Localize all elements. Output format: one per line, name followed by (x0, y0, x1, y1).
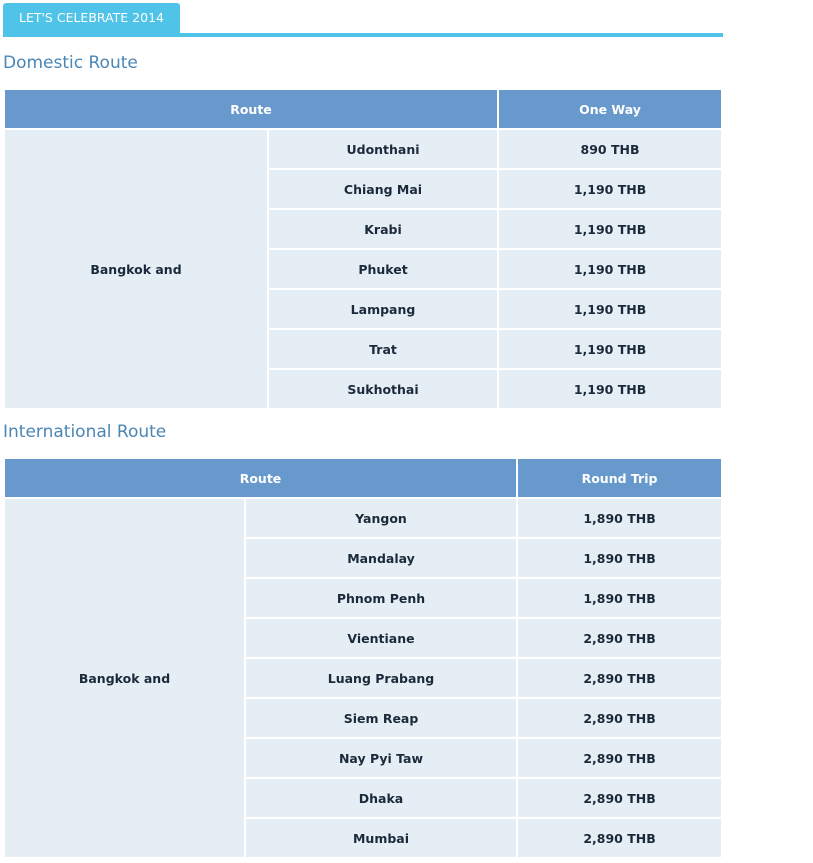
table-row (5, 499, 721, 537)
round-trip-header: Round Trip (518, 459, 721, 497)
route-header: Route (5, 90, 497, 128)
tab-underline (3, 33, 723, 37)
fare-cell: 2,890 THB (518, 819, 721, 857)
origin-cell: Bangkok and (5, 499, 244, 857)
fare-cell: 1,190 THB (499, 370, 721, 408)
domestic-route-title: Domestic Route (3, 53, 138, 73)
fare-cell: 1,890 THB (518, 539, 721, 577)
route-header: Route (5, 459, 516, 497)
international-route-table (3, 457, 723, 859)
domestic-route-table (3, 88, 723, 410)
fare-cell: 2,890 THB (518, 619, 721, 657)
tab-lets-celebrate-2014[interactable]: LET'S CELEBRATE 2014 (3, 3, 180, 33)
fare-cell: 2,890 THB (518, 659, 721, 697)
destination-cell: Lampang (269, 290, 497, 328)
destination-cell: Siem Reap (246, 699, 516, 737)
destination-cell: Mandalay (246, 539, 516, 577)
fare-cell: 2,890 THB (518, 739, 721, 777)
fare-cell: 1,190 THB (499, 210, 721, 248)
destination-cell: Nay Pyi Taw (246, 739, 516, 777)
destination-cell: Udonthani (269, 130, 497, 168)
destination-cell: Vientiane (246, 619, 516, 657)
destination-cell: Krabi (269, 210, 497, 248)
fare-cell: 1,190 THB (499, 290, 721, 328)
fare-cell: 2,890 THB (518, 779, 721, 817)
fare-cell: 1,190 THB (499, 330, 721, 368)
fare-cell: 2,890 THB (518, 699, 721, 737)
destination-cell: Phuket (269, 250, 497, 288)
destination-cell: Dhaka (246, 779, 516, 817)
destination-cell: Yangon (246, 499, 516, 537)
fare-cell: 1,890 THB (518, 499, 721, 537)
fare-cell: 890 THB (499, 130, 721, 168)
destination-cell: Sukhothai (269, 370, 497, 408)
destination-cell: Mumbai (246, 819, 516, 857)
fare-cell: 1,890 THB (518, 579, 721, 617)
international-route-title: International Route (3, 422, 167, 442)
one-way-header: One Way (499, 90, 721, 128)
destination-cell: Chiang Mai (269, 170, 497, 208)
destination-cell: Phnom Penh (246, 579, 516, 617)
destination-cell: Trat (269, 330, 497, 368)
international-route-rows (5, 499, 721, 857)
destination-cell: Luang Prabang (246, 659, 516, 697)
fare-cell: 1,190 THB (499, 250, 721, 288)
origin-cell: Bangkok and (5, 130, 267, 408)
domestic-route-rows (5, 130, 721, 408)
table-header-row (5, 459, 721, 497)
table-row (5, 130, 721, 168)
fare-cell: 1,190 THB (499, 170, 721, 208)
tab-bar (3, 3, 723, 37)
table-header-row (5, 90, 721, 128)
